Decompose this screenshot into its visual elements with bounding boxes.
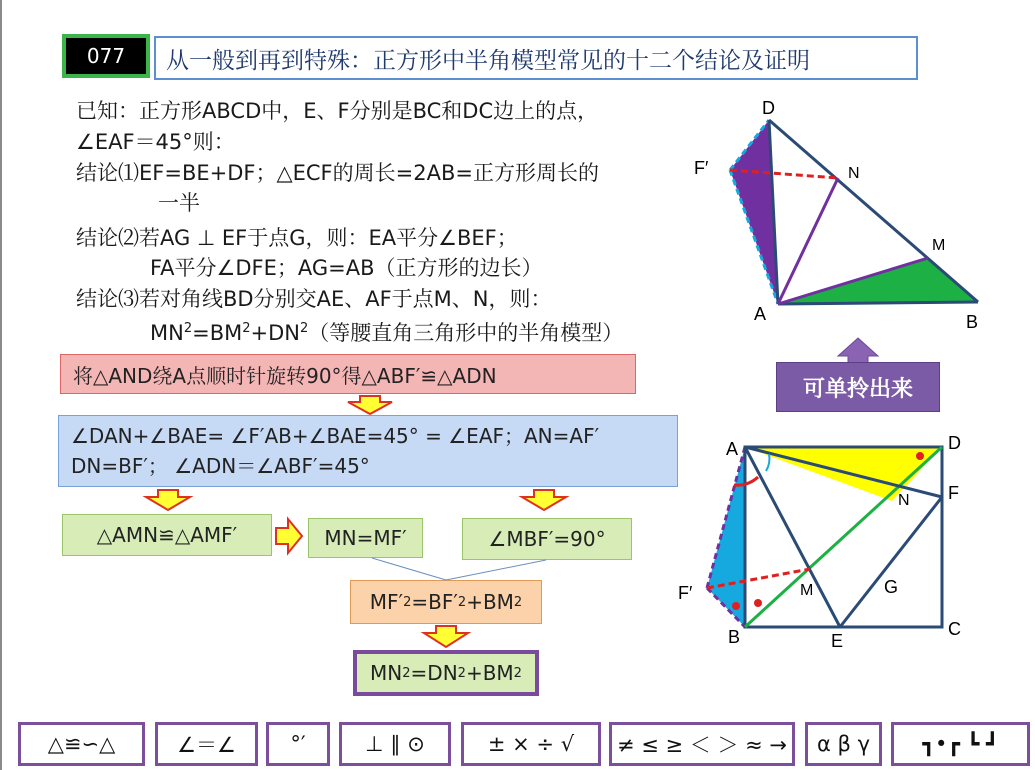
bottom-geometry-diagram — [670, 425, 1000, 655]
top-geometry-diagram — [680, 90, 1010, 340]
congruence-text: △AMN≌△AMF′ — [96, 523, 238, 547]
label-n: N — [848, 165, 860, 182]
connector-line — [372, 558, 446, 580]
angle-reasoning-line-2: DN=BF′； ∠ADN＝∠ABF′=45° — [71, 454, 370, 478]
label-f-prime: F′ — [694, 158, 709, 178]
bm-text: =BM — [192, 321, 243, 345]
label-b: B — [966, 312, 979, 332]
conclusion-1-line-2: 一半 — [158, 191, 200, 215]
label-g: G — [884, 577, 899, 597]
mf-text: MF′ — [369, 590, 404, 614]
dn-text: +DN — [250, 321, 300, 345]
label-d: D — [948, 433, 961, 453]
sup-2: 2 — [403, 594, 412, 610]
given-line-2: ∠EAF＝45°则： — [76, 130, 235, 154]
sup-2: 2 — [242, 321, 251, 336]
sup-2: 2 — [402, 665, 411, 681]
symbol-button-operators[interactable]: ± × ÷ √ — [461, 722, 601, 766]
sup-2: 2 — [457, 665, 466, 681]
sup-2: 2 — [457, 594, 467, 610]
mn-equals-mf-text: MN=MF′ — [324, 526, 407, 550]
sup-2: 2 — [183, 321, 193, 336]
dn-text: =DN — [410, 661, 458, 685]
label-d: D — [762, 98, 775, 118]
down-arrow-icon — [146, 490, 190, 510]
symbol-button-right-angle-marks[interactable]: ┓•┏ ┗ ┛ — [891, 722, 1030, 766]
conclusion-3-line-1: 结论⑶若对角线BD分别交AE、AF于点M、N，则： — [76, 287, 552, 311]
extract-button[interactable]: 可单拎出来 — [776, 362, 940, 412]
label-n: N — [898, 492, 910, 509]
up-arrow-icon — [838, 338, 878, 364]
symbol-button-triangles[interactable]: △≌∽△ — [18, 722, 145, 766]
page-title: 从一般到再到特殊：正方形中半角模型常见的十二个结论及证明 — [154, 36, 918, 80]
angle-dot — [916, 452, 924, 460]
conclusion-2-line-1: 结论⑵若AG ⊥ EF于点G，则：EA平分∠BEF； — [76, 226, 518, 250]
label-f-prime: F′ — [678, 583, 693, 603]
sup-2: 2 — [300, 321, 309, 336]
label-a: A — [726, 439, 739, 459]
conclusion-1-line-1: 结论⑴EF=BE+DF；△ECF的周长=2AB=正方形周长的 — [76, 161, 599, 185]
mn-text: MN — [150, 321, 184, 345]
down-arrow-icon — [522, 490, 566, 510]
problem-number-badge: 077 — [62, 34, 150, 78]
label-m: M — [932, 237, 946, 254]
bm-text: +BM — [466, 590, 514, 614]
segment-an — [778, 178, 838, 304]
label-e: E — [831, 631, 844, 651]
label-b: B — [728, 627, 741, 647]
label-f: F — [948, 483, 959, 503]
given-line-1: 已知：正方形ABCD中，E、F分别是BC和DC边上的点， — [76, 99, 599, 123]
symbol-button-angles[interactable]: ∠＝∠ — [155, 722, 258, 766]
sup-2: 2 — [513, 594, 523, 610]
down-arrow-icon — [348, 396, 392, 414]
segment-ab — [778, 302, 978, 304]
symbol-button-degrees[interactable]: °′ — [266, 722, 330, 766]
green-triangle — [778, 258, 978, 304]
down-arrow-icon — [424, 626, 468, 647]
symbol-button-greek[interactable]: α β γ — [805, 722, 882, 766]
angle-reasoning-line-1: ∠DAN+∠BAE= ∠F′AB+∠BAE=45° = ∠EAF；AN=AF′ — [71, 424, 600, 448]
angle-dot — [732, 602, 740, 610]
symbol-button-relations[interactable]: ≠ ≤ ≥ ＜ ＞ ≈ → — [609, 722, 795, 766]
bm-text: +BM — [465, 661, 514, 685]
sup-2: 2 — [513, 665, 522, 681]
cyan-triangle — [707, 447, 745, 627]
label-c: C — [948, 619, 961, 639]
label-m: M — [800, 582, 814, 599]
mn-text: MN — [370, 661, 403, 685]
rotation-step-text: 将△AND绕A点顺时针旋转90°得△ABF′≌△ADN — [73, 363, 497, 388]
right-angle-text: ∠MBF′=90° — [488, 527, 606, 551]
segment-ef — [840, 497, 942, 627]
note-text: （等腰直角三角形中的半角模型） — [308, 321, 624, 345]
connector-line — [446, 560, 546, 580]
label-a: A — [754, 304, 767, 324]
right-arrow-icon — [276, 519, 302, 553]
symbol-button-perpendicular[interactable]: ⊥ ∥ ⊙ — [339, 722, 451, 766]
bf-text: =BF′ — [411, 590, 458, 614]
conclusion-2-line-2: FA平分∠DFE；AG=AB（正方形的边长） — [150, 256, 543, 280]
angle-dot — [754, 599, 762, 607]
angle-arc — [766, 454, 769, 471]
